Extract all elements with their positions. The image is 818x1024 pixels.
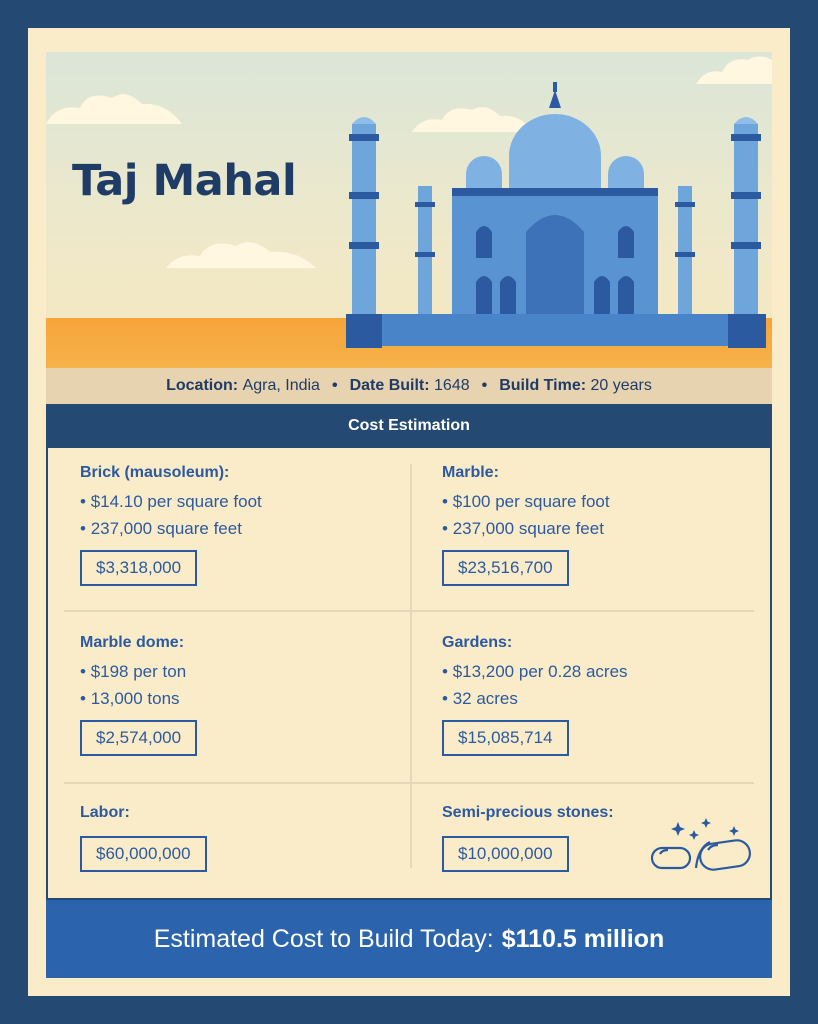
page-title: Taj Mahal [72, 156, 297, 206]
hero-illustration [46, 52, 772, 368]
cost-item-brick [80, 464, 262, 586]
total-value: $110.5 million [501, 924, 665, 953]
cost-item-amount: $10,000,000 [442, 836, 569, 872]
cost-item-bullet: • 32 acres [442, 689, 518, 708]
cost-item-title: Brick (mausoleum): [80, 464, 230, 481]
cost-item-bullet: • 13,000 tons [80, 689, 180, 708]
taj-mahal-illustration [346, 82, 766, 368]
cost-item-bullet: • $14.10 per square foot [80, 492, 262, 511]
gems-icon [648, 818, 758, 874]
cost-item-labor [80, 804, 207, 872]
location-value: Agra, India [242, 377, 320, 394]
cost-item-title: Marble: [442, 464, 499, 481]
cost-item-amount: $60,000,000 [80, 836, 207, 872]
row-divider [64, 782, 754, 784]
cloud-icon [166, 238, 316, 268]
separator-dot: • [481, 377, 488, 394]
separator-dot: • [331, 377, 338, 394]
row-divider [64, 610, 754, 612]
cost-estimation-header: Cost Estimation [46, 404, 772, 448]
column-divider [410, 464, 412, 868]
date-value: 1648 [434, 377, 470, 394]
cost-item-stones [442, 804, 614, 872]
cost-item-amount: $2,574,000 [80, 720, 197, 756]
info-bar [46, 368, 772, 404]
cost-item-bullet: • $198 per ton [80, 662, 187, 681]
cost-item-title: Gardens: [442, 634, 513, 651]
total-cost-banner [46, 900, 772, 978]
cost-item-title: Semi-precious stones: [442, 804, 614, 821]
cloud-icon [46, 90, 186, 124]
cost-item-amount: $23,516,700 [442, 550, 569, 586]
cost-item-bullet: • 237,000 square feet [80, 519, 242, 538]
cost-estimation-panel [46, 448, 772, 900]
cloud-icon [696, 52, 772, 84]
cost-item-amount: $3,318,000 [80, 550, 197, 586]
cost-item-bullet: • $13,200 per 0.28 acres [442, 662, 628, 681]
cost-item-amount: $15,085,714 [442, 720, 569, 756]
location-label: Location: [166, 377, 239, 394]
total-label: Estimated Cost to Build Today: [153, 924, 494, 953]
build-time-label: Build Time: [499, 377, 587, 394]
cost-item-bullet: • $100 per square foot [442, 492, 610, 511]
date-label: Date Built: [349, 377, 430, 394]
cost-item-marble-dome [80, 634, 197, 756]
cost-item-bullet: • 237,000 square feet [442, 519, 604, 538]
cost-item-marble [442, 464, 610, 586]
cost-item-gardens [442, 634, 628, 756]
cost-item-title: Labor: [80, 804, 130, 821]
build-time-value: 20 years [590, 377, 652, 394]
cost-item-title: Marble dome: [80, 634, 185, 651]
